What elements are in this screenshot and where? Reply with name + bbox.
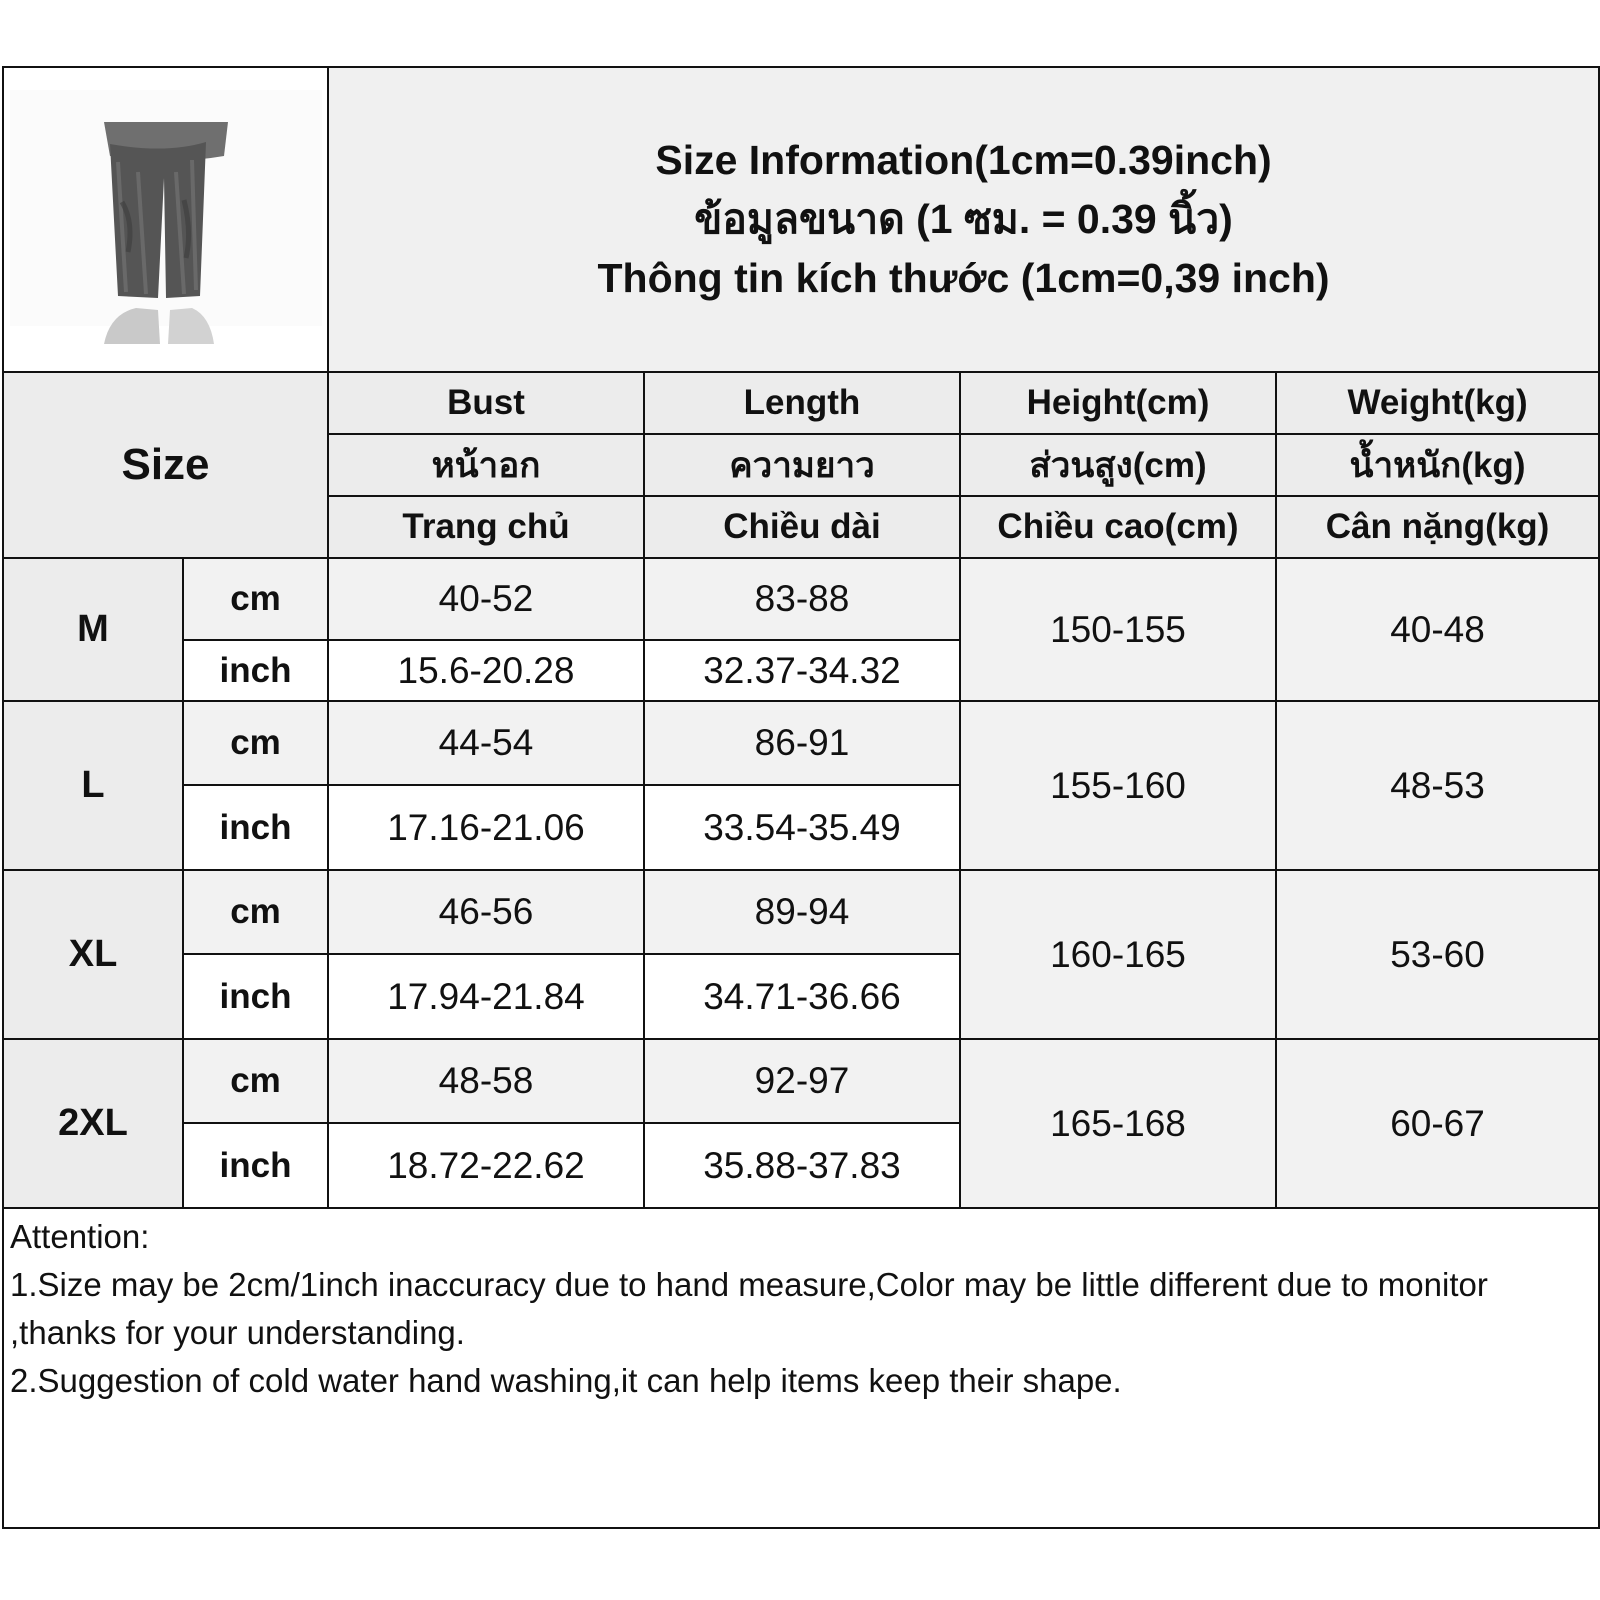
length-inch: 33.54-35.49 <box>644 785 960 870</box>
title-line-2: ข้อมูลขนาด (1 ซม. = 0.39 นิ้ว) <box>694 196 1233 242</box>
unit-inch: inch <box>183 1123 328 1208</box>
chart-title <box>328 67 1599 372</box>
header-weight-th: น้ำหนัก(kg) <box>1276 434 1599 496</box>
header-bust-th: หน้าอก <box>328 434 644 496</box>
header-length-th: ความยาว <box>644 434 960 496</box>
weight-range: 53-60 <box>1276 870 1599 1039</box>
unit-cm: cm <box>183 870 328 954</box>
header-length-vi: Chiều dài <box>644 496 960 558</box>
attention-note-1: 1.Size may be 2cm/1inch inaccuracy due to hand measure,Color may be little different due to monitor ,thanks for your understanding. <box>10 1266 1488 1351</box>
weight-range: 48-53 <box>1276 701 1599 870</box>
attention-note-2: 2.Suggestion of cold water hand washing,it can help items keep their shape. <box>10 1362 1122 1399</box>
height-range: 160-165 <box>960 870 1276 1039</box>
header-height-vi: Chiều cao(cm) <box>960 496 1276 558</box>
header-weight-vi: Cân nặng(kg) <box>1276 496 1599 558</box>
length-cm: 89-94 <box>644 870 960 954</box>
length-inch: 34.71-36.66 <box>644 954 960 1039</box>
size-label: M <box>3 558 183 701</box>
unit-inch: inch <box>183 954 328 1039</box>
size-label: 2XL <box>3 1039 183 1208</box>
length-inch: 35.88-37.83 <box>644 1123 960 1208</box>
unit-cm: cm <box>183 1039 328 1123</box>
title-line-1: Size Information(1cm=0.39inch) <box>655 137 1272 183</box>
size-label: L <box>3 701 183 870</box>
weight-range: 40-48 <box>1276 558 1599 701</box>
header-bust-en: Bust <box>328 372 644 434</box>
header-weight-en: Weight(kg) <box>1276 372 1599 434</box>
unit-cm: cm <box>183 558 328 640</box>
attention-heading: Attention: <box>10 1218 150 1255</box>
attention-notes <box>3 1208 1599 1528</box>
title-line-3: Thông tin kích thước (1cm=0,39 inch) <box>597 255 1330 301</box>
length-inch: 32.37-34.32 <box>644 640 960 701</box>
height-range: 150-155 <box>960 558 1276 701</box>
length-cm: 83-88 <box>644 558 960 640</box>
size-chart <box>2 66 1598 1536</box>
bust-inch: 17.16-21.06 <box>328 785 644 870</box>
size-header: Size <box>3 372 328 558</box>
bust-inch: 17.94-21.84 <box>328 954 644 1039</box>
size-label: XL <box>3 870 183 1039</box>
unit-cm: cm <box>183 701 328 785</box>
height-range: 165-168 <box>960 1039 1276 1208</box>
bust-cm: 48-58 <box>328 1039 644 1123</box>
product-image <box>6 82 326 352</box>
bust-cm: 44-54 <box>328 701 644 785</box>
size-table <box>2 66 1600 1529</box>
bust-cm: 46-56 <box>328 870 644 954</box>
header-height-th: ส่วนสูง(cm) <box>960 434 1276 496</box>
header-length-en: Length <box>644 372 960 434</box>
unit-inch: inch <box>183 640 328 701</box>
weight-range: 60-67 <box>1276 1039 1599 1208</box>
height-range: 155-160 <box>960 701 1276 870</box>
bust-inch: 18.72-22.62 <box>328 1123 644 1208</box>
header-bust-vi: Trang chủ <box>328 496 644 558</box>
length-cm: 86-91 <box>644 701 960 785</box>
product-image-cell <box>3 67 328 372</box>
header-height-en: Height(cm) <box>960 372 1276 434</box>
bust-cm: 40-52 <box>328 558 644 640</box>
unit-inch: inch <box>183 785 328 870</box>
length-cm: 92-97 <box>644 1039 960 1123</box>
bust-inch: 15.6-20.28 <box>328 640 644 701</box>
